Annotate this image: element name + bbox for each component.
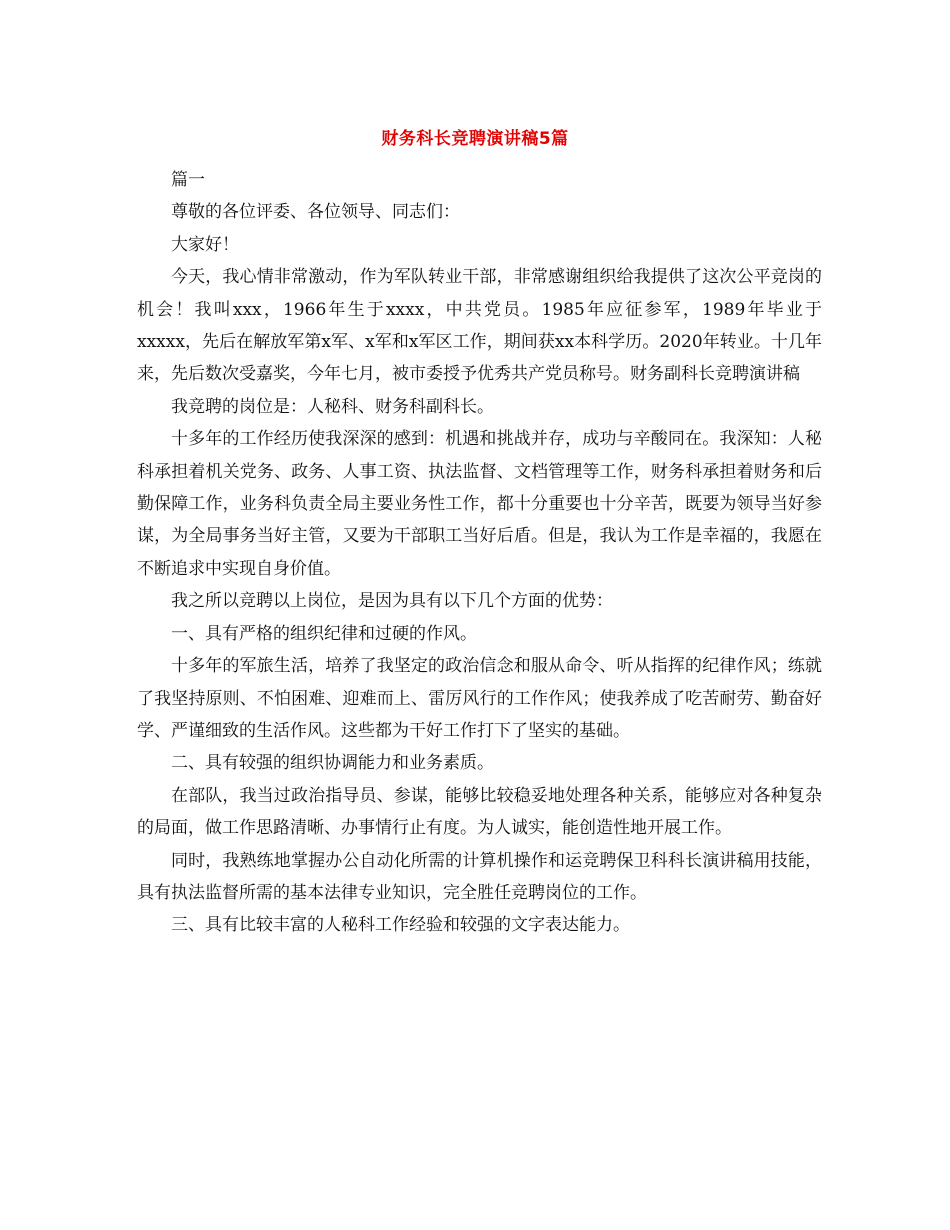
document-title: 财务科长竞聘演讲稿5篇	[381, 129, 569, 149]
paragraph-advantage-heading-3: 三、具有比较丰富的人秘科工作经验和较强的文字表达能力。	[171, 915, 630, 936]
paragraph-introduction: 今天，我心情非常激动，作为军队转业干部，非常感谢组织给我提供了这次公平竞岗的机会！我叫xxx，1966年生于xxxx，中共党员。1985年应征参军，1989年毕业于xxxxx，先后在解放军第x军、x军和x军区工作，期间获xx本科学历。2020年转业。十几年来，先后数次受嘉奖，今年七月，被市委授予优秀共产党员称号。财务副科长竞聘演讲稿	[137, 267, 822, 385]
paragraph-advantage-detail-1: 十多年的军旅生活，培养了我坚定的政治信念和服从命令、听从指挥的纪律作风；练就了我坚持原则、不怕困难、迎难而上、雷厉风行的工作作风；使我养成了吃苦耐劳、勤奋好学、严谨细致的生活作风。这些都为干好工作打下了坚实的基础。	[137, 656, 822, 741]
paragraph-advantage-detail-2: 在部队，我当过政治指导员、参谋，能够比较稳妥地处理各种关系，能够应对各种复杂的局面，做工作思路清晰、办事情行止有度。为人诚实，能创造性地开展工作。	[137, 785, 822, 839]
paragraph-advantage-detail-2b: 同时，我熟练地掌握办公自动化所需的计算机操作和运竞聘保卫科科长演讲稿用技能，具有执法监督所需的基本法律专业知识，完全胜任竞聘岗位的工作。	[137, 850, 822, 903]
paragraph-section-heading: 篇一	[171, 170, 205, 190]
paragraph-salutation: 尊敬的各位评委、各位领导、同志们：	[171, 202, 460, 223]
paragraph-experience: 十多年的工作经历使我深深的感到：机遇和挑战并存，成功与辛酸同在。我深知：人秘科承担着机关党务、政务、人事工资、执法监督、文档管理等工作，财务科承担着财务和后勤保障工作，业务科负责全局主要业务性工作，都十分重要也十分辛苦，既要为领导当好参谋，为全局事务当好主管，又要为干部职工当好后盾。但是，我认为工作是幸福的，我愿在不断追求中实现自身价值。	[137, 429, 822, 579]
document-body	[137, 164, 822, 942]
paragraph-greeting: 大家好！	[171, 234, 239, 255]
paragraph-position: 我竞聘的岗位是：人秘科、财务科副科长。	[171, 396, 494, 417]
paragraph-advantage-heading-2: 二、具有较强的组织协调能力和业务素质。	[171, 753, 494, 774]
paragraph-advantages-intro: 我之所以竞聘以上岗位，是因为具有以下几个方面的优势：	[171, 591, 613, 612]
paragraph-advantage-heading-1: 一、具有严格的组织纪律和过硬的作风。	[171, 623, 477, 644]
